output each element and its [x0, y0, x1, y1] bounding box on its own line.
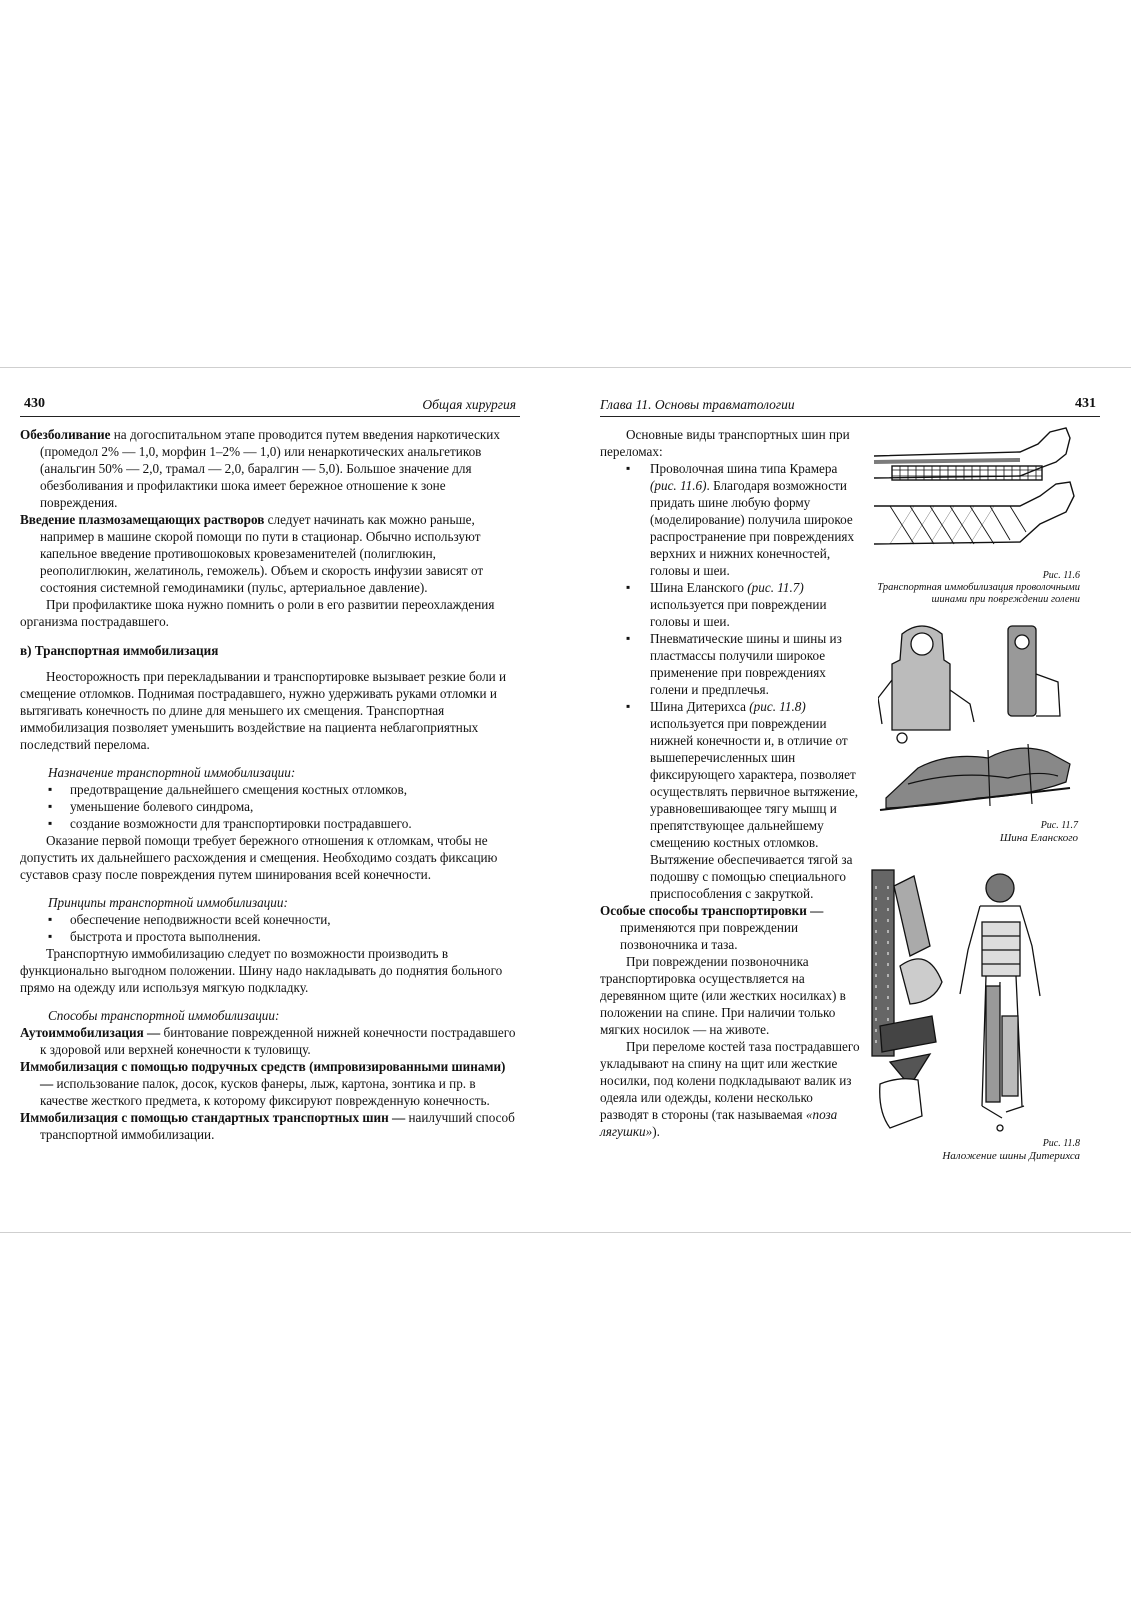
figure-ref: (рис. 11.6): [650, 478, 707, 493]
text-special-transport: применяются при повреждении позвоночника и таза.: [620, 920, 799, 952]
list-item-elansky: [600, 579, 862, 630]
list-item: ▪ предотвращение дальнейшего смещения костных отломков,: [20, 781, 520, 798]
paragraph-spine: При повреждении позвоночника транспортировка осуществляется на деревянном щите (или жестких носилках) в положении на спине. При наличии только мягких носилок — на животе.: [600, 954, 846, 1037]
paragraph-special-transport: [600, 902, 862, 953]
right-running-title: Глава 11. Основы травматологии: [600, 397, 795, 412]
figure-11-7-title: Шина Еланского: [999, 832, 1078, 844]
kramer-text: Проволочная шина типа Крамера: [650, 461, 838, 476]
section-heading: в) Транспортная иммобилизация: [20, 643, 219, 658]
right-page-body: [600, 426, 862, 1140]
subheading-methods: Способы транспортной иммобилизации:: [48, 1008, 280, 1023]
left-running-title: Общая хирургия: [422, 397, 516, 412]
diterichs-text-cont: используется при повреждении нижней конечности и, в отличие от вышеперечисленных шин фиксирующего характера, позволяет осуществлять первичное вытяжение, уравновешивающее тягу мышц и препятствующее дальнейшему смещению костных отломков. Вытяжение обеспечивается тягой за подошву с помощью специального приспособления с закруткой.: [650, 716, 859, 901]
frog-pose: «поза лягушки»: [600, 1107, 838, 1139]
paragraph-splint-types: Основные виды транспортных шин при переломах:: [600, 427, 850, 459]
right-page-header: [600, 396, 1100, 417]
figure-11-6-number: Рис. 11.6: [1042, 570, 1080, 581]
elansky-splint-illustration: [878, 620, 1078, 820]
figure-11-8-number: Рис. 11.8: [1042, 1138, 1080, 1149]
elansky-text-cont: используется при повреждении головы и шеи.: [650, 597, 827, 629]
subheading-purpose: Назначение транспортной иммобилизации:: [48, 765, 296, 780]
left-page-body: [20, 426, 520, 1143]
figure-11-7-number: Рис. 11.7: [1040, 820, 1078, 831]
left-page-number: 430: [24, 396, 45, 411]
pelvis-text: При переломе костей таза пострадавшего укладывают на спину на щит или жесткие носилки, под колени подкладывают валик из одеяла или одежды, колени несколько разводят в стороны (так называемая: [600, 1039, 860, 1122]
figure-11-8-title: Наложение шины Дитерихса: [942, 1150, 1080, 1162]
paragraph-first-aid: Оказание первой помощи требует бережного отношения к отломкам, чтобы не допустить их дальнейшего расхождения и смещения. Необходимо создать фиксацию суставов сразу после повреждения путем шинирования всей конечности.: [20, 833, 498, 882]
right-page-number: 431: [1075, 396, 1096, 411]
text-analgesia: на догоспитальном этапе проводится путем введения наркотических (промедол 2% — 1,0, морфин 1–2% — 1,0) или ненаркотических анальгетиков (анальгин 50% — 2,0, трамал — 2,0, баралгин — 5,0). Большое значение для обезболивания и профилактики шока имеет бережное отношение к зоне повреждения.: [40, 427, 500, 510]
splint-list: [600, 460, 862, 902]
term-improvised: Иммобилизация с помощью подручных средств (импровизированными шинами) —: [20, 1059, 506, 1091]
list-item-kramer: [600, 460, 862, 579]
elansky-text: Шина Еланского: [650, 580, 748, 595]
figure-ref: (рис. 11.8): [749, 699, 806, 714]
paragraph-plasma: [20, 511, 520, 596]
left-page-header: [20, 396, 520, 417]
diterichs-splint-illustration: [870, 866, 1080, 1136]
term-standard-splints: Иммобилизация с помощью стандартных транспортных шин —: [20, 1110, 406, 1125]
paragraph-autoimmobilization: [20, 1024, 520, 1058]
paragraph-hypothermia: При профилактике шока нужно помнить о роли в его развитии переохлаждения организма пострадавшего.: [20, 597, 495, 629]
paragraph-pelvis: [600, 1038, 862, 1140]
subheading-principles: Принципы транспортной иммобилизации:: [48, 895, 288, 910]
term-analgesia: Обезболивание: [20, 427, 111, 442]
kramer-text-cont: . Благодаря возможности придать шине любую форму (моделирование) получила широкое распространение при повреждениях верхних и нижних конечностей, головы и шеи.: [650, 478, 855, 578]
list-item: ▪ обеспечение неподвижности всей конечности,: [20, 911, 520, 928]
text-plasma: следует начинать как можно раньше, например в машине скорой помощи по пути в стационар. Обычно используют капельное введение противошоковых кровезаменителей (полиглюкин, реополиглюкин, желатиноль, геможель). Объем и скорость инфузии зависят от состояния системной гемодинамики (пульс, артериальное давление).: [40, 512, 484, 595]
paragraph-improvised: [20, 1058, 520, 1109]
pelvis-text-end: ).: [652, 1124, 660, 1139]
list-item: ▪ создание возможности для транспортировки пострадавшего.: [20, 815, 520, 832]
right-page: [600, 368, 1100, 1232]
paragraph-careless: Неосторожность при перекладывании и транспортировке вызывает резкие боли и смещение отломков. Поднимая пострадавшего, нужно удерживать руками отломки и вытягивать конечность по длине для меньшего их смещения. Транспортная иммобилизация позволяет уменьшить воздействие на пациента неблагоприятных последствий перелома.: [20, 669, 507, 752]
paragraph-standard-splints: [20, 1109, 520, 1143]
term-special-transport: Особые способы транспортировки —: [600, 903, 824, 918]
term-plasma: Введение плазмозамещающих растворов: [20, 512, 265, 527]
purpose-list: [20, 781, 520, 832]
principles-list: [20, 911, 520, 945]
list-item: ▪ уменьшение болевого синдрома,: [20, 798, 520, 815]
text-improvised: использование палок, досок, кусков фанеры, лыж, картона, зонтика и пр. в качестве жесткого предмета, к которому фиксируют поврежденную конечность.: [40, 1076, 490, 1108]
figure-11-8-caption: [870, 1138, 1080, 1162]
paragraph-functional-position: Транспортную иммобилизацию следует по возможности производить в функционально выгодном положении. Шину надо накладывать до поднятия больного прямо на одежду или используя мягкую подкладку.: [20, 946, 503, 995]
figure-11-6-title: Транспортная иммобилизация проволочными шинами при повреждении голени: [877, 582, 1080, 605]
list-item-pneumatic: ▪ Пневматические шины и шины из пластмассы получили широкое применение при повреждениях голени и предплечья.: [600, 630, 862, 698]
paragraph-analgesia: [20, 426, 520, 511]
figure-11-7-caption: [878, 820, 1078, 844]
list-item-diterichs: [600, 698, 862, 902]
text-autoimmobilization: бинтование поврежденной нижней конечности пострадавшего к здоровой или верхней конечности к туловищу.: [40, 1025, 516, 1057]
figure-11-6-caption: [870, 570, 1080, 606]
book-spread: [0, 367, 1131, 1233]
text-standard-splints: наилучший способ транспортной иммобилизации.: [40, 1110, 515, 1142]
figure-ref: (рис. 11.7): [747, 580, 804, 595]
kramer-splint-illustration: [870, 426, 1080, 566]
left-page: [20, 368, 520, 1232]
list-item: ▪ быстрота и простота выполнения.: [20, 928, 520, 945]
term-autoimmobilization: Аутоиммобилизация —: [20, 1025, 161, 1040]
diterichs-text: Шина Дитерихса: [650, 699, 750, 714]
